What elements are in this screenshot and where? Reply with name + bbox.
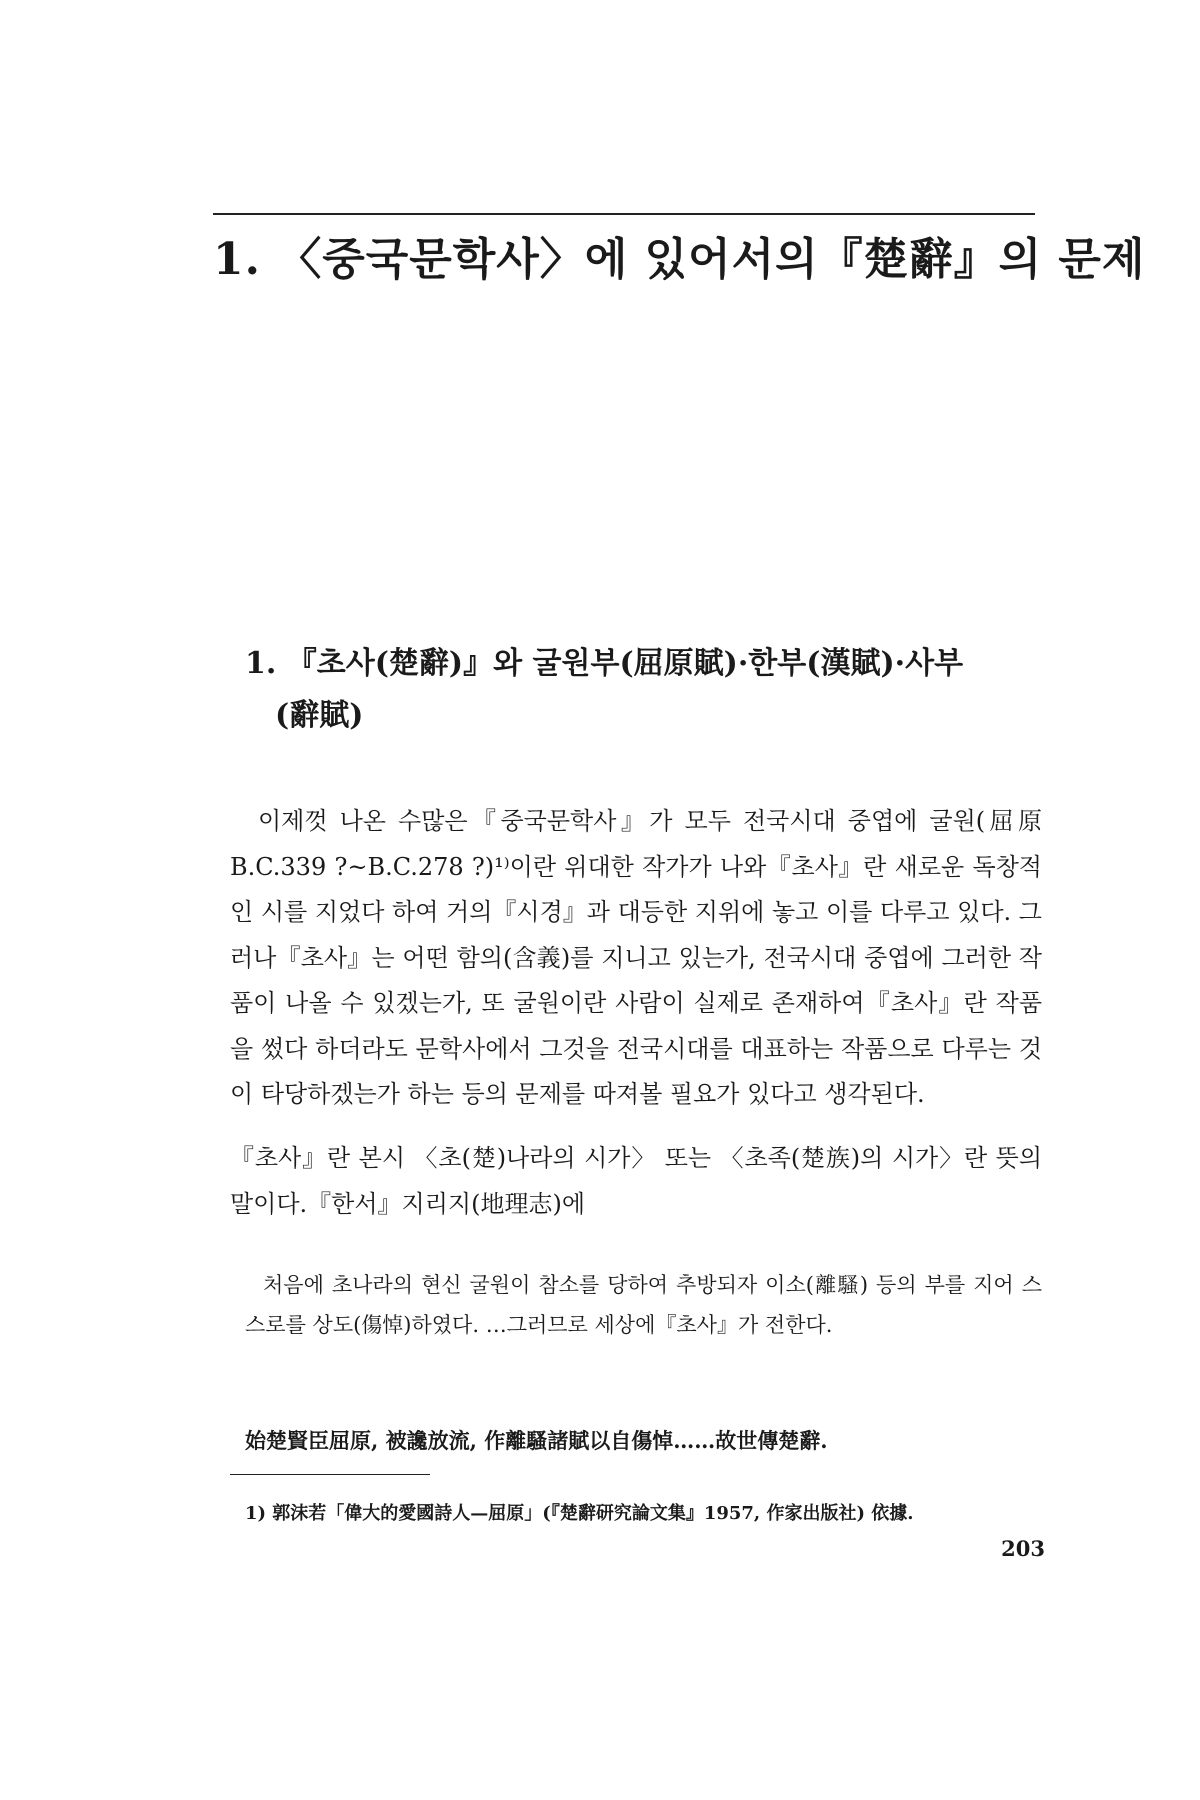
chapter-top-rule <box>213 213 1035 215</box>
page-number: 203 <box>1001 1536 1045 1561</box>
chapter-title: 1. 〈중국문학사〉에 있어서의『楚辭』의 문제 <box>213 234 1146 285</box>
section-heading-line1: 1. 『초사(楚辭)』와 굴원부(屈原賦)·한부(漢賦)·사부 <box>245 646 964 681</box>
section-heading <box>245 638 1035 742</box>
classical-chinese-quote: 始楚賢臣屈原, 被讒放流, 作離騷諸賦以自傷悼……故世傳楚辭. <box>245 1428 828 1453</box>
block-quote-translation: 처음에 초나라의 현신 굴원이 참소를 당하여 추방되자 이소(離騷) 등의 부를 지어 스스로를 상도(傷悼)하였다. …그러므로 세상에『초사』가 전한다. <box>245 1273 1042 1337</box>
footnote-rule <box>230 1474 430 1475</box>
footnote: 1) 郭沫若「偉大的愛國詩人—屈原」(『楚辭研究論文集』1957, 作家出版社) 依據. <box>245 1503 914 1524</box>
body-paragraph-1: 이제껏 나온 수많은『중국문학사』가 모두 전국시대 중엽에 굴원(屈原 B.C.339 ?~B.C.278 ?)¹⁾이란 위대한 작가가 나와『초사』란 새로운 독창적인 시를 지었다 하여 거의『시경』과 대등한 지위에 놓고 이를 다루고 있다. 그러나『초사』는 어떤 함의(含義)를 지니고 있는가, 전국시대 중엽에 그러한 작품이 나올 수 있겠는가, 또 굴원이란 사람이 실제로 존재하여『초사』란 작품을 썼다 하더라도 문학사에서 그것을 전국시대를 대표하는 작품으로 다루는 것이 타당하겠는가 하는 등의 문제를 따져볼 필요가 있다고 생각된다. <box>230 807 1042 1108</box>
body-paragraph-2: 『초사』란 본시 〈초(楚)나라의 시가〉 또는 〈초족(楚族)의 시가〉란 뜻의 말이다.『한서』지리지(地理志)에 <box>230 1144 1042 1218</box>
section-heading-line2: (辭賦) <box>275 698 364 733</box>
